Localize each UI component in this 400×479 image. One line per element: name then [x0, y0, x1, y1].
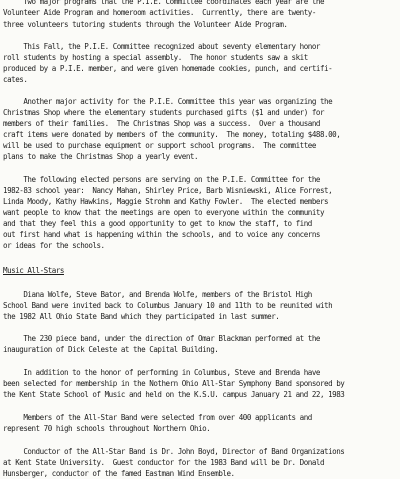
- paragraph-line: and that they feel this a good opportunity to get to know the staff, to find: [3, 219, 312, 228]
- paragraph-line: The 230 piece band, under the direction of Omar Blackman performed at the: [3, 334, 320, 343]
- paragraph-line: or ideas for the schools.: [3, 241, 105, 250]
- paragraph-line: This Fall, the P.I.E. Committee recognized about seventy elementary honor: [3, 42, 320, 51]
- paragraph-line: will be used to purchase equipment or support school programs. The committee: [3, 141, 316, 150]
- paragraph-line: cates.: [3, 75, 28, 84]
- paragraph-line: craft items were donated by members of the community. The money, totaling $488.00,: [3, 130, 341, 139]
- paragraph-line: 1982-83 school year: Nancy Mahan, Shirley Price, Barb Wisniewski, Alice Forrest,: [3, 186, 333, 195]
- paragraph-line: out first hand what is happening within the schools, and to voice any concerns: [3, 230, 320, 239]
- paragraph-line: Linda Moody, Kathy Hawkins, Maggie Strohm and Kathy Fowler. The elected members: [3, 197, 329, 206]
- paragraph-line: Diana Wolfe, Steve Bator, and Brenda Wolfe, members of the Bristol High: [3, 290, 312, 299]
- paragraph-line: been selected for membership in the Nothern Ohio All-Star Symphony Band sponsored by: [3, 379, 345, 388]
- paragraph-line: the Kent State School of Music and held on the K.S.U. campus January 21 and 22, 1983: [3, 390, 345, 399]
- paragraph-line: at Kent State University. Guest conductor for the 1983 Band will be Dr. Donald: [3, 458, 325, 467]
- section-heading: Music All-Stars: [3, 266, 64, 275]
- paragraph-line: Two major programs that the P.I.E. Committee coordinates each year are the: [3, 0, 325, 6]
- paragraph-line: Conductor of the All-Star Band is Dr. John Boyd, Director of Band Organizations: [3, 447, 345, 456]
- paragraph-line: the 1982 All Ohio State Band which they participated in last summer.: [3, 312, 280, 321]
- paragraph-line: want people to know that the meetings are open to everyone within the community: [3, 208, 325, 217]
- paragraph-line: produced by a P.I.E. member, and were given homemade cookies, punch, and certifi-: [3, 64, 333, 73]
- paragraph-line: Another major activity for the P.I.E. Committee this year was organizing the: [3, 97, 333, 106]
- paragraph-line: Hunsberger, conductor of the famed Eastman Wind Ensemble.: [3, 469, 235, 478]
- paragraph-line: three volunteers tutoring students through the Volunteer Aide Program.: [3, 20, 288, 29]
- paragraph-line: In addition to the honor of performing in Columbus, Steve and Brenda have: [3, 368, 320, 377]
- paragraph-line: Volunteer Aide Program and homeroom activities. Currently, there are twenty-: [3, 8, 316, 17]
- paragraph-line: members of their families. The Christmas Shop was a success. Over a thousand: [3, 119, 320, 128]
- paragraph-line: Christmas Shop where the elementary students purchased gifts ($1 and under) for: [3, 108, 325, 117]
- paragraph-line: represent 70 high schools throughout Northern Ohio.: [3, 424, 211, 433]
- paragraph-line: roll students by hosting a special assembly. The honor students saw a skit: [3, 53, 308, 62]
- paragraph-line: The following elected persons are serving on the P.I.E. Committee for the: [3, 175, 320, 184]
- paragraph-line: School Band were invited back to Columbus January 10 and 11th to be reunited with: [3, 301, 333, 310]
- paragraph-line: plans to make the Christmas Shop a yearly event.: [3, 152, 199, 161]
- paragraph-line: Members of the All-Star Band were selected from over 400 applicants and: [3, 413, 312, 422]
- paragraph-line: inauguration of Dick Celeste at the Capital Building.: [3, 345, 219, 354]
